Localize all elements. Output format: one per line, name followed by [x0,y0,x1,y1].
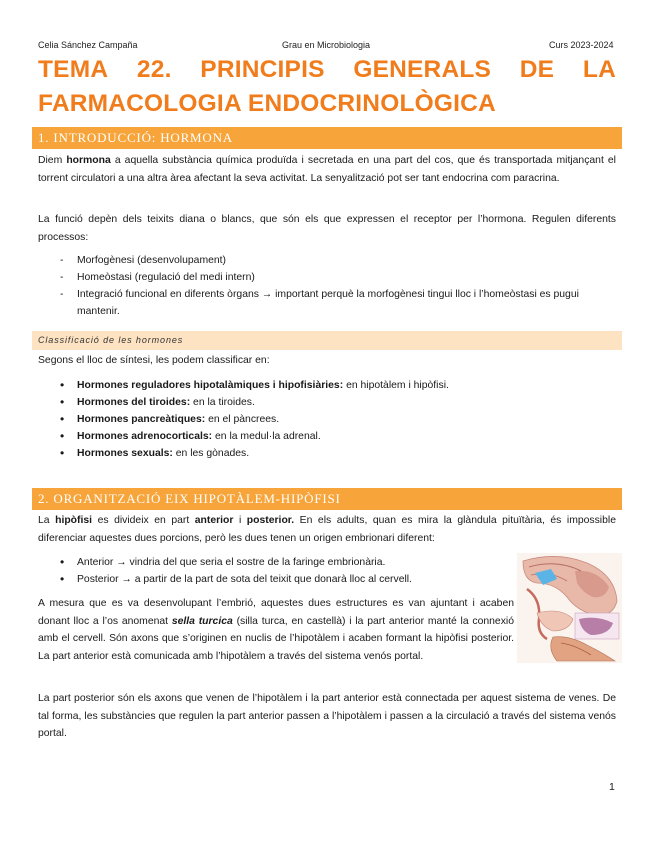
list-item: • Hormones pancreàtiques: en el pàncrees. [60,411,616,428]
pituitary-parts-list [60,554,510,588]
pituitary-paragraph-1: La hipòfisi es divideix en part anterior i posterior. En els adults, quan es mira la glàndula pituïtària, és impossible diferenciar aquestes dues porcions, però les dues tenen un origen embrionari diferent: [38,515,616,544]
intro-paragraph-1: Diem hormona a aquella substància química produïda i secretada en una part del cos, que és transportada mitjançant el torrent circulatori a una altra àrea afectant la seva activitat. La senyalització pot ser tant endocrina com paracrina. [38,155,616,184]
list-item: • Anterior → vindria del que seria el sostre de la faringe embrionària. [60,554,510,571]
title-word: GENERALS [353,56,492,83]
intro-paragraph-2: La funció depèn dels teixits diana o blancs, que són els que expressen el receptor per l’hormona. Regulen diferents processos: [38,214,616,243]
list-item: • Hormones adrenocorticals: en la medul·la adrenal. [60,428,616,445]
section-heading-introduction: 1. INTRODUCCIÓ: HORMONA [32,127,622,149]
list-item: - Integració funcional en diferents òrgans → important perquè la morfogènesi tingui lloc i l’homeòstasi es pugui mantenir. [60,286,616,320]
page-title [38,53,616,121]
title-line-1 [38,53,616,87]
subheading-classification: Classificació de les hormones [32,331,622,350]
pituitary-paragraph-2: A mesura que es va desenvolupant l’embrió, aquestes dues estructures es van ajuntant i acaben donant lloc a l’os anomenat sella turcica (silla turca, en castellà) i la part anterior manté la connexió amb el cervell. Són axons que s’originen en nuclis de l’hipotàlem i acaben formant la hipòfisi posterior. La part anterior està comunicada amb l’hipotàlem a través del sistema venós portal. [38,598,514,662]
title-word: TEMA [38,56,109,83]
list-item: • Hormones sexuals: en les gònades. [60,445,616,462]
header-author: Celia Sánchez Campaña [38,40,138,50]
pituitary-anatomy-illustration [517,553,622,663]
processes-list [60,252,616,320]
list-item: • Posterior → a partir de la part de sota del teixit que donarà lloc al cervell. [60,571,510,588]
page-number: 1 [609,781,615,793]
header-degree: Grau en Microbiologia [282,40,371,50]
hormone-classes-list [60,377,616,462]
title-word: 22. [136,56,172,83]
section-heading-hypothalamus-pituitary: 2. ORGANITZACIÓ EIX HIPOTÀLEM-HIPÒFISI [32,488,622,510]
title-line-2: FARMACOLOGIA ENDOCRINOLÒGICA [38,90,496,117]
list-item: - Homeòstasi (regulació del medi intern) [60,269,616,286]
title-word: PRINCIPIS [200,56,325,83]
list-item: • Hormones reguladores hipotalàmiques i hipofisiàries: en hipotàlem i hipòfisi. [60,377,616,394]
classification-intro: Segons el lloc de síntesi, les podem classificar en: [38,355,270,366]
list-item: • Hormones del tiroides: en la tiroides. [60,394,616,411]
title-word: DE [519,56,555,83]
pituitary-paragraph-3: La part posterior són els axons que venen de l’hipotàlem i la part anterior està connectada per aquest sistema de venes. De tal forma, les substàncies que regulen la part anterior passen a l’hipotàlem i passen a la circulació a través del sistema venós portal. [38,693,616,739]
list-item: - Morfogènesi (desenvolupament) [60,252,616,269]
title-word: LA [582,56,616,83]
header-course: Curs 2023-2024 [549,40,614,50]
